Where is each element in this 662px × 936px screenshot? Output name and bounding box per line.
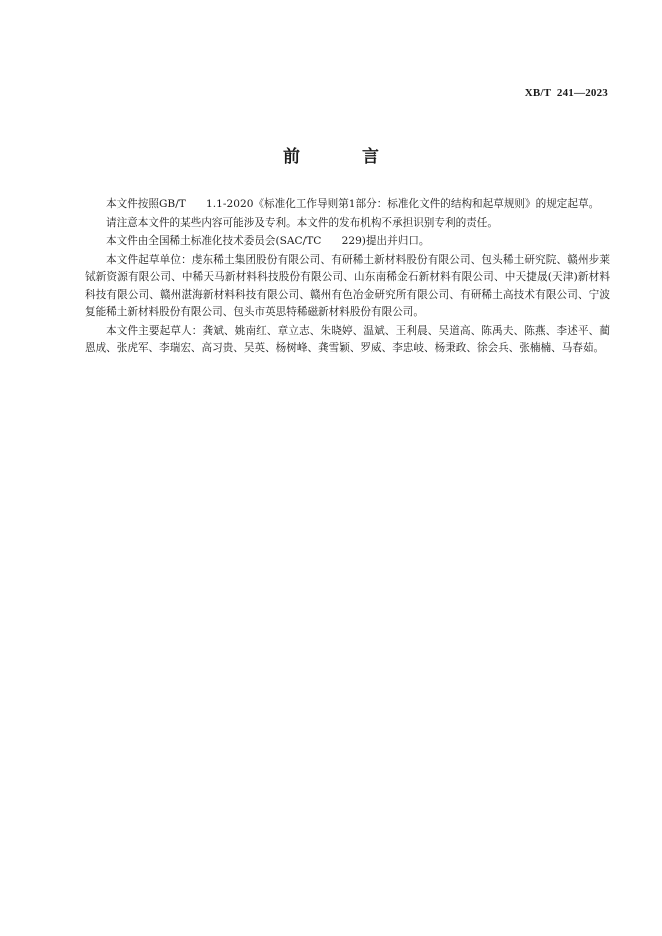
paragraph-committee: 本文件由全国稀土标准化技术委员会(SAC/TC 229)提出并归口。 [106,235,430,248]
paragraph-drafters: 本文件主要起草人：龚斌、姚南红、章立志、朱晓婷、温斌、王利晨、吴道高、陈禹夫、陈燕、李述平、蔺恩成、张虎军、李瑞宏、高习贵、吴英、杨树峰、龚雪颖、罗威、李忠岐、杨秉政、徐会兵、张楠楠、马春茹。 [85,324,610,354]
paragraph-patent-notice: 请注意本文件的某些内容可能涉及专利。本文件的发布机构不承担识别专利的责任。 [106,216,498,229]
paragraph-drafting-units: 本文件起草单位：虔东稀土集团股份有限公司、有研稀土新材料股份有限公司、包头稀土研究院、赣州步莱铽新资源有限公司、中稀天马新材料科技股份有限公司、山东南稀金石新材料有限公司、中天捷晟(天津)新材料科技有限公司、赣州湛海新材料科技有限公司、赣州有色冶金研究所有限公司、有研稀土高技术有限公司、宁波复能稀土新材料股份有限公司、包头市英思特稀磁新材料股份有限公司。 [85,253,610,318]
paragraph-drafting-rules: 本文件按照GB/T 1.1-2020《标准化工作导则第1部分：标准化文件的结构和起草规则》的规定起草。 [106,198,600,210]
page-title: 前 言 [283,147,407,167]
foreword-body [85,196,610,359]
document-code: XB/T 241—2023 [524,87,608,99]
